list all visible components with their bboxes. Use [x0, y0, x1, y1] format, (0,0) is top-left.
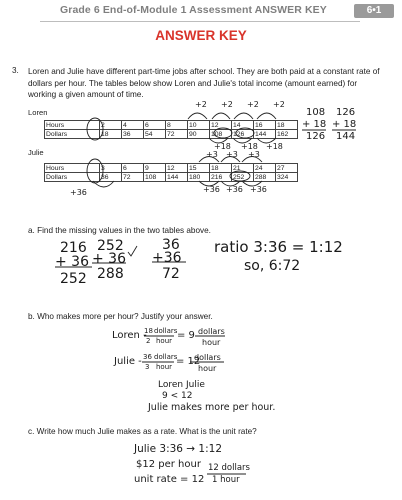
table-cell: 144: [254, 130, 276, 139]
rate-result-unit: dollars: [194, 353, 221, 362]
sum-line: 216: [60, 240, 87, 256]
rate-fraction: 2: [146, 337, 151, 345]
table-cell: 24: [254, 164, 276, 173]
table-cell: 8: [166, 121, 188, 130]
side-work-number: 126: [306, 131, 326, 142]
julie-added-dollars: +36: [70, 188, 87, 197]
table-cell: 3: [100, 164, 122, 173]
table-cell: 6: [122, 164, 144, 173]
julie-added-dollars: +36: [250, 185, 267, 194]
rate-fraction: 36: [143, 353, 152, 361]
loren-added-hours: +2: [273, 100, 285, 109]
ratio-line: ratio 3:36 = 1:12: [214, 238, 343, 256]
loren-label: Loren: [28, 108, 48, 117]
compare-names: Loren Julie: [158, 380, 205, 390]
table-cell: 108: [144, 173, 166, 182]
table-cell: 162: [276, 130, 298, 139]
rate-result-unit: hour: [202, 338, 221, 347]
loren-added-dollars: +18: [214, 142, 231, 151]
table-cell: 12: [166, 164, 188, 173]
so-line: so, 6:72: [244, 258, 301, 274]
table-cell: 252: [232, 173, 254, 182]
table-cell: 36: [100, 173, 122, 182]
part-b-prompt: b. Who makes more per hour? Justify your answer.: [28, 312, 213, 321]
table-cell: 6: [144, 121, 166, 130]
table-cell: 14: [232, 121, 254, 130]
sum-line: 252: [60, 271, 87, 287]
julie-added-hours: +3: [248, 150, 260, 159]
rate-result-unit: hour: [198, 364, 217, 373]
rate-fraction: 3: [145, 363, 150, 371]
table-cell: 18: [100, 130, 122, 139]
side-work-number: + 18: [302, 119, 327, 130]
table-cell: 12: [210, 121, 232, 130]
loren-added-hours: +2: [221, 100, 233, 109]
loren-added-dollars: +18: [241, 142, 258, 151]
rate-result: = 12: [176, 356, 201, 367]
answer-key-heading: ANSWER KEY: [155, 28, 247, 43]
table-cell: 21: [232, 164, 254, 173]
side-work-number: 144: [336, 131, 356, 142]
table-cell: 90: [188, 130, 210, 139]
julie-added-dollars: +36: [226, 185, 243, 194]
table-cell: 108: [210, 130, 232, 139]
table-header-cell: Hours: [45, 121, 100, 130]
sum-line: 36: [162, 237, 180, 253]
rate-fraction: dollars: [154, 353, 178, 361]
loren-added-dollars: +18: [266, 142, 283, 151]
table-cell: 324: [276, 173, 298, 182]
table-header-cell: Dollars: [45, 173, 100, 182]
table-cell: 216: [210, 173, 232, 182]
module-badge: 6•1: [354, 4, 394, 18]
sum-line: 288: [97, 266, 124, 282]
conclusion: Julie makes more per hour.: [148, 402, 276, 413]
table-cell: 10: [188, 121, 210, 130]
rate-fraction: dollars: [154, 327, 178, 335]
table-cell: 144: [166, 173, 188, 182]
julie-label: Julie: [28, 148, 44, 157]
rate-fraction: 18: [144, 327, 153, 335]
table-cell: 18: [210, 164, 232, 173]
table-cell: 72: [166, 130, 188, 139]
table-header-cell: Hours: [45, 164, 100, 173]
table-cell: 16: [254, 121, 276, 130]
table-cell: 9: [144, 164, 166, 173]
part-c-prompt: c. Write how much Julie makes as a rate. What is the unit rate?: [28, 427, 257, 436]
part-c-line: unit rate = 12: [134, 474, 205, 485]
unit-rate-fraction: 1 hour: [212, 475, 240, 485]
rate-fraction: hour: [156, 337, 173, 345]
rate-fraction: hour: [156, 363, 173, 371]
julie-rate-name: Julie -: [114, 356, 142, 367]
julie-added-dollars: +36: [203, 185, 220, 194]
side-work-number: 126: [336, 107, 356, 118]
table-cell: 180: [188, 173, 210, 182]
table-cell: 18: [276, 121, 298, 130]
table-header-cell: Dollars: [45, 130, 100, 139]
table-cell: 36: [122, 130, 144, 139]
julie-added-hours: +3: [206, 150, 218, 159]
loren-rate-name: Loren -: [112, 330, 147, 341]
table-cell: 72: [122, 173, 144, 182]
sum-line: + 36: [55, 254, 89, 270]
part-c-line: $12 per hour: [136, 459, 201, 470]
side-work-number: + 18: [332, 119, 357, 130]
table-cell: 288: [254, 173, 276, 182]
julie-added-hours: +3: [226, 150, 238, 159]
table-cell: 126: [232, 130, 254, 139]
table-cell: 2: [100, 121, 122, 130]
loren-added-hours: +2: [247, 100, 259, 109]
table-cell: 4: [122, 121, 144, 130]
loren-added-hours: +2: [195, 100, 207, 109]
sum-line: + 36: [92, 251, 126, 267]
header-title: Grade 6 End-of-Module 1 Assessment ANSWER KEY: [60, 4, 327, 16]
side-work-number: 108: [306, 107, 326, 118]
table-cell: 15: [188, 164, 210, 173]
question-number: 3.: [12, 66, 19, 75]
sum-line: +36: [152, 250, 182, 266]
question-text: Loren and Julie have different part-time jobs after school. They are both paid at a constant rate of dollars per hour. The tables below show Loren and Julie's total income (amount earned) for working a given amount of time.: [28, 67, 380, 99]
sum-line: 72: [162, 266, 180, 282]
part-c-line: Julie 3:36 → 1:12: [134, 443, 223, 455]
table-cell: 27: [276, 164, 298, 173]
sum-line: 252: [97, 238, 124, 254]
compare-values: 9 < 12: [162, 391, 193, 401]
table-cell: 54: [144, 130, 166, 139]
rate-result: = 9: [177, 330, 195, 341]
unit-rate-fraction: 12 dollars: [208, 463, 250, 473]
rate-result-unit: dollars: [198, 327, 225, 336]
part-a-prompt: a. Find the missing values in the two tables above.: [28, 226, 211, 235]
